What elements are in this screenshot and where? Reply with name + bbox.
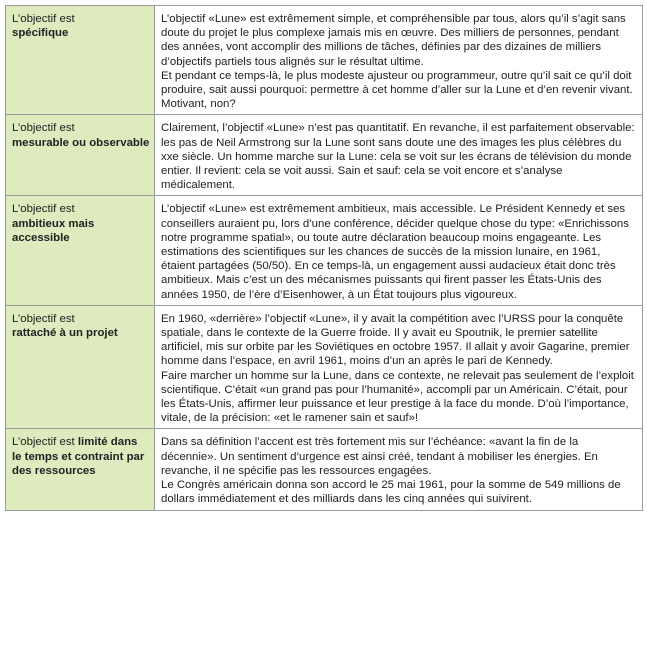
criterion-label-cell [6,115,155,196]
criterion-label-cell [6,6,155,115]
explanation-paragraph: L’objectif «Lune» est extrêmement simple, et compréhensible par tous, alors qu’il s’agit sans doute du projet le plus complexe jamais mis en œuvre. Des milliers de personnes, pendant des années, vont accomplir des millions de tâches, définies par des dizaines de milliers d’objectifs partiels tous alignés sur le résultat ultime. [161,13,626,68]
criterion-prefix: L’objectif est [12,122,75,135]
explanation-paragraph: Faire marcher un homme sur la Lune, dans ce contexte, ne relevait pas seulement de l’exploit scientifique. C’était «un grand pas pour l’humanité», accompli par un Américain. C’était, pour les États-Unis, affirmer leur puissance et leur prestige à la face du monde. D’où l’importance, vitale, de la précision: «et le ramener sain et sauf»! [161,369,634,425]
explanation-cell [155,429,643,510]
table-row [6,305,643,429]
explanation-paragraph: Le Congrès américain donna son accord le 25 mai 1961, pour la somme de 549 millions de dollars immédiatement et des milliards dans les cinq années qui suivirent. [161,479,621,506]
explanation-cell [155,115,643,196]
explanation-paragraph: Dans sa définition l’accent est très fortement mis sur l’échéance: «avant la fin de la décennie». Un sentiment d’urgence est ainsi créé, tendant à mobiliser les énergies. En revanche, il ne spécifie pas les ressources engagées. [161,436,598,477]
criterion-keyword: spécifique [12,27,69,40]
criterion-keyword: rattaché à un projet [12,327,118,340]
table-row [6,196,643,305]
explanation-paragraph: Clairement, l’objectif «Lune» n’est pas quantitatif. En revanche, il est parfaitement observable: les pas de Neil Armstrong sur la Lune sont sans doute une des images les plus célèbres du xxe siècle. Un homme marche sur la Lune: cela se voit sur les écrans de télévision du monde entier. Il revient: cela se voit aussi. Sain et sauf: cela se voit encore et s’analyse médicalement. [161,122,635,192]
explanation-paragraph: En 1960, «derrière» l’objectif «Lune», il y avait la compétition avec l’URSS pour la conquête spatiale, dans le contexte de la Guerre froide. Il y avait eu Spoutnik, le premier satellite artificiel, mis sur orbite par les Soviétiques en octobre 1957. Il allait y avoir Gagarine, premier homme dans l’espace, en avril 1961, moins d’un an après le pari de Kennedy. [161,312,630,368]
criterion-prefix: L’objectif est [12,436,78,449]
explanation-paragraph: Et pendant ce temps-là, le plus modeste ajusteur ou programmeur, outre qu’il sait ce qu’il doit produire, sait aussi pourquoi: permettre à cet homme d’aller sur la Lune et d’en revenir vivant. Motivant, non? [161,69,633,111]
criterion-keyword: ambitieux mais accessible [12,217,95,244]
criterion-prefix: L’objectif est [12,13,75,25]
explanation-paragraph: L’objectif «Lune» est extrêmement ambitieux, mais accessible. Le Président Kennedy et ses conseillers auraient pu, lors d’une conférence, décider quelque chose du type: «Enrichissons notre programme spatial», ou toute autre déclaration beaucoup moins engageante. Les estimations des scientifiques sur les chances de succès de la mission lunaire, en 1961, étaient partagées (50/50). En ce temps-là, un engagement aussi audacieux était donc très ambitieux. Mais c’est un des mécanismes puissants qui firent passer les États-Unis des années 1950, de l’ère d’Eisenhower, à un État toujours plus vigoureux. [161,203,629,301]
criterion-keyword: mesurable ou observable [12,136,150,149]
criterion-prefix: L’objectif est [12,312,75,325]
criterion-prefix: L’objectif est [12,203,75,216]
table-body [6,6,643,511]
explanation-cell [155,305,643,429]
criterion-label-cell [6,196,155,305]
criterion-label-cell [6,305,155,429]
criterion-keyword: limité dans le temps et contraint par des ressources [12,436,145,477]
explanation-cell [155,6,643,115]
criterion-label-cell [6,429,155,510]
table-row [6,6,643,115]
table-row [6,429,643,510]
table-row [6,115,643,196]
smart-objective-table [5,5,643,511]
smart-objective-table-container [5,5,643,511]
explanation-cell [155,196,643,305]
